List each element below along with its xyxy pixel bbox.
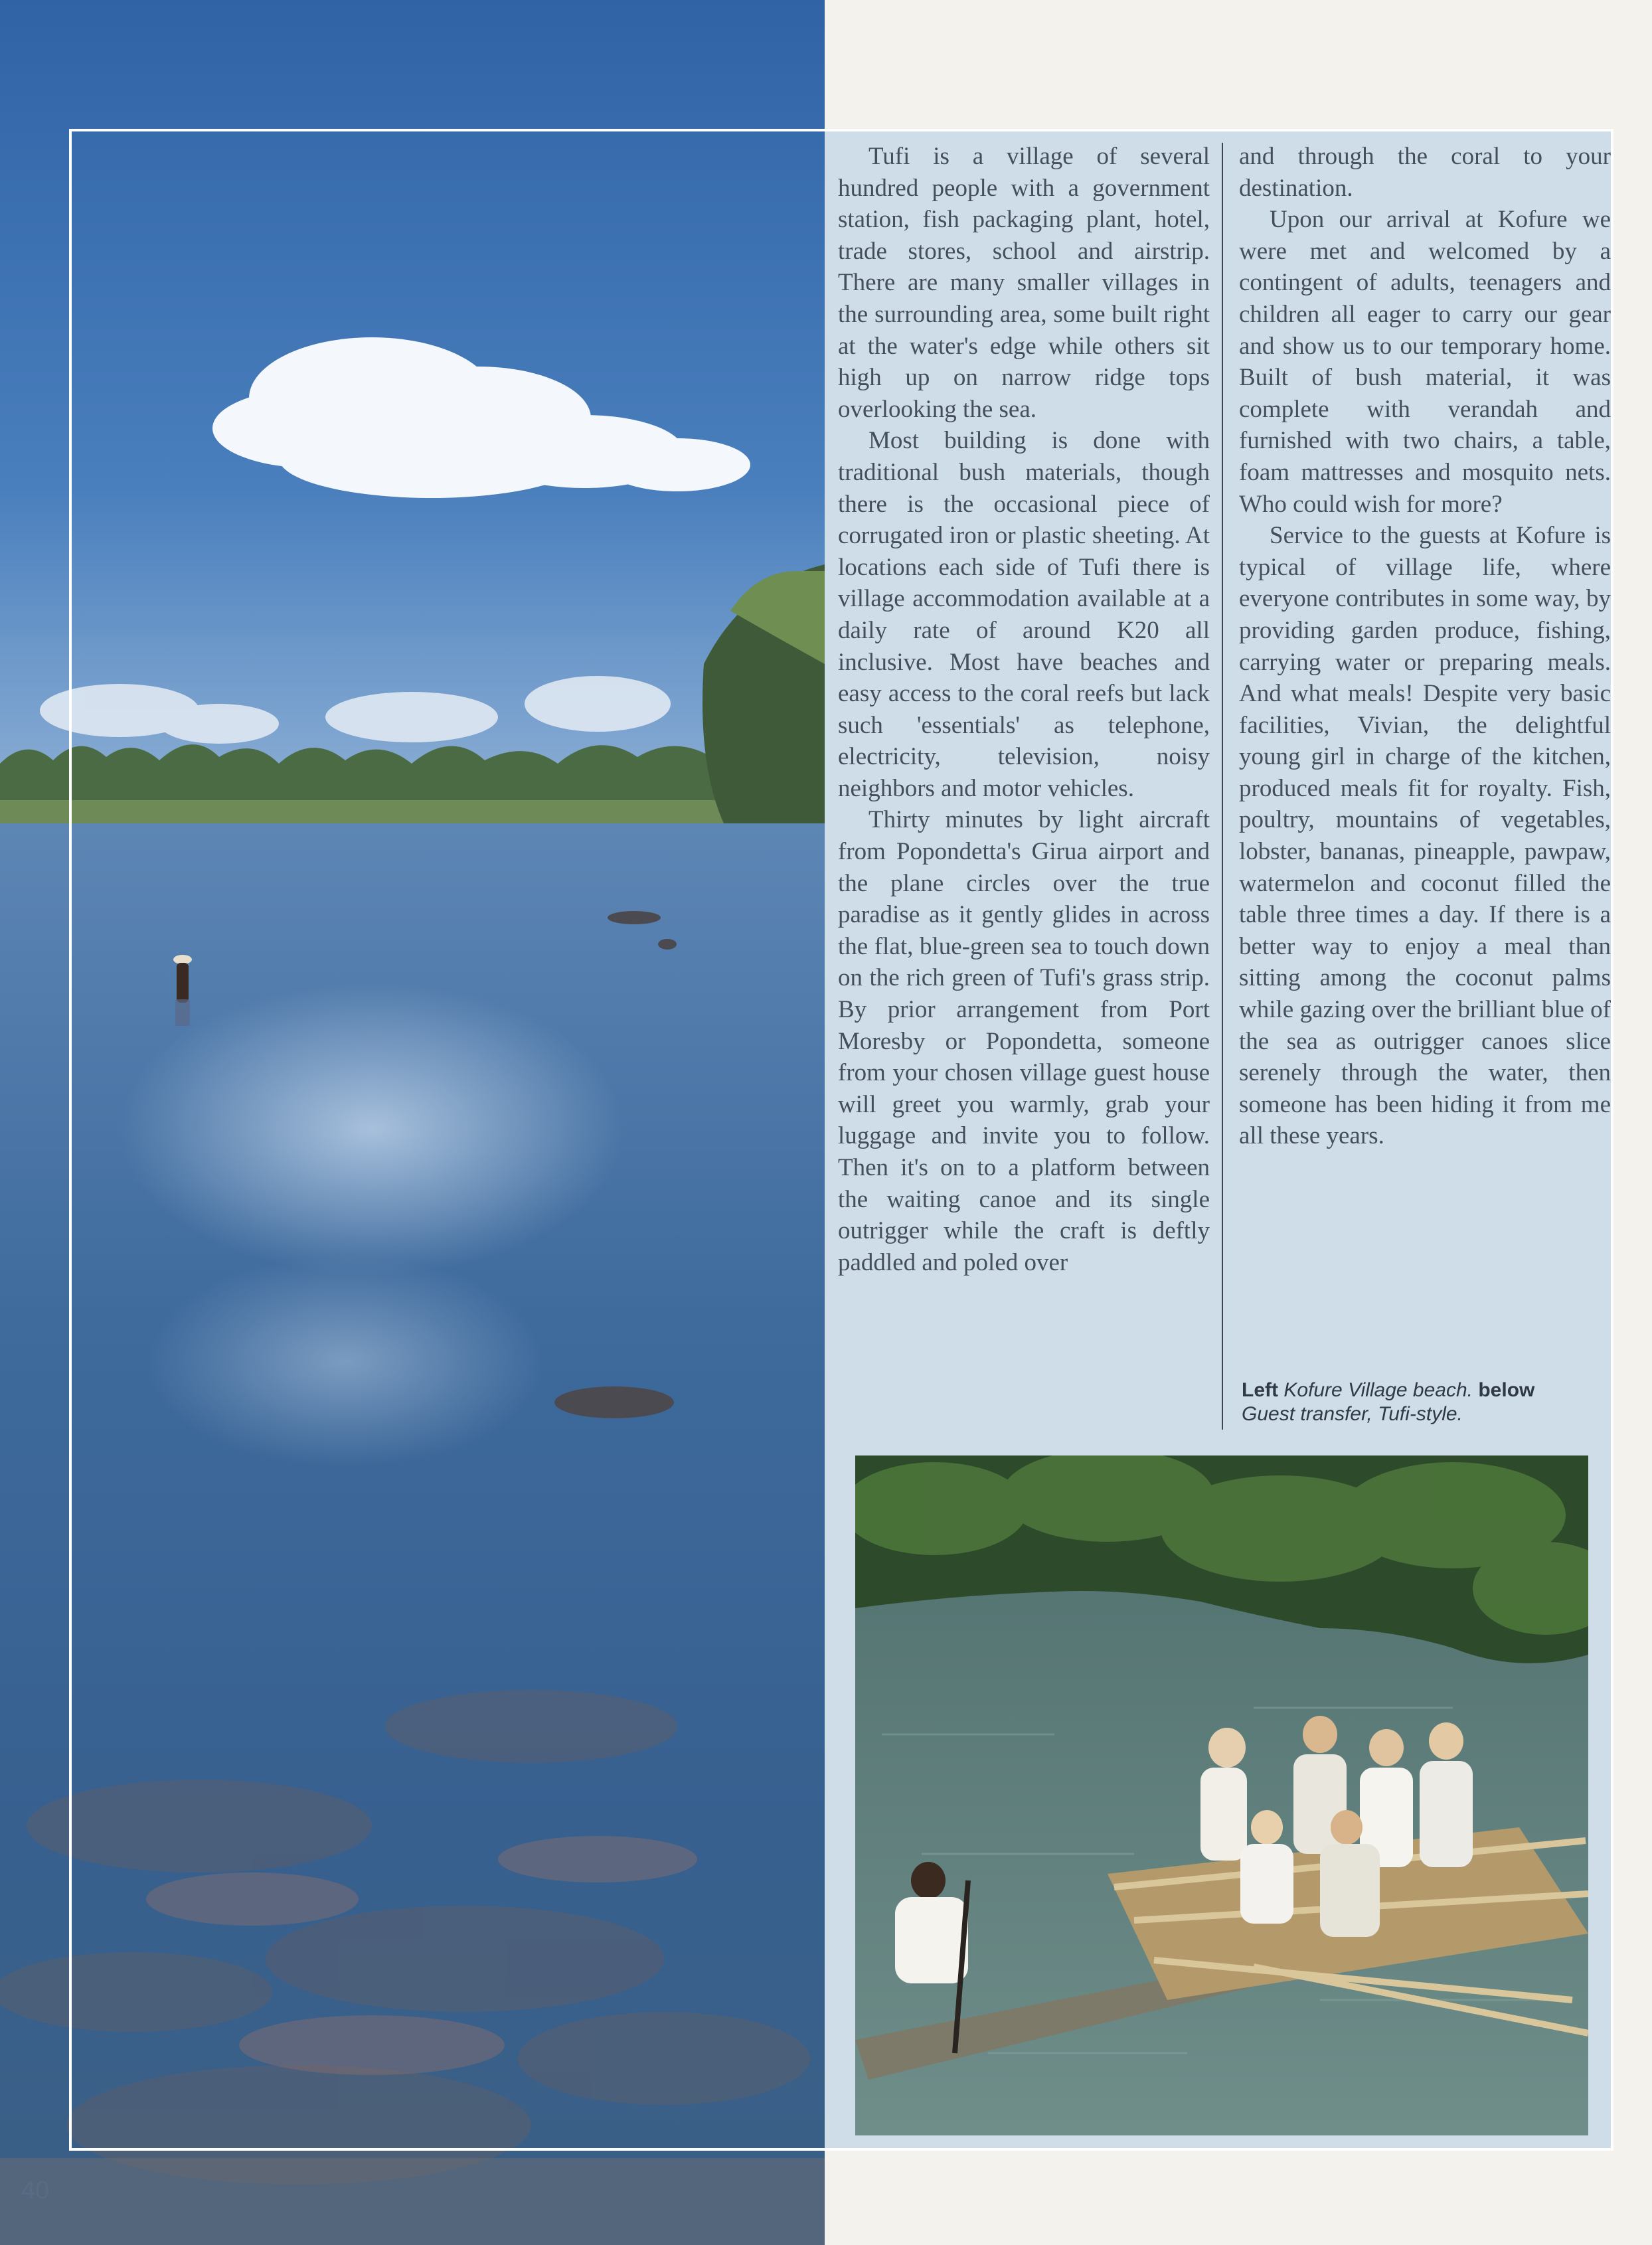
column-divider — [1222, 143, 1223, 1430]
paragraph: Service to the guests at Kofure is typical of village life, where everyone contributes in some way, by providing garden produce, fishing, carrying water or preparing meals. And what meals! Despite very basic facilities, Vivian, the delightful young girl in charge of the kitchen, produced meals fit for royalty. Fish, poultry, mountains of vegetables, lobster, bananas, pineapple, pawpaw, watermelon and coconut filled the table three times a day. If there is a better way to enjoy a meal than sitting among the coconut palms while gazing over the brilliant blue of the sea as outrigger canoes slice serenely through the water, then someone has been hiding it from me all these years. — [1239, 522, 1611, 1150]
paragraph: Most building is done with traditional bush materials, though there is the occasional piece of corrugated iron or plastic sheeting. At locations each side of Tufi there is village accommodation available at a daily rate of around K20 all inclusive. Most have beaches and easy access to the coral reefs but lack such 'essentials' as telephone, electricity, television, noisy neighbors and motor vehicles. — [838, 427, 1210, 802]
paragraph: Upon our arrival at Kofure we were met and welcomed by a contingent of adults, teenagers and children all eager to carry our gear and show us to our temporary home. Built of bush material, it was complete with verandah and furnished with two chairs, a table, foam mattresses and mosquito nets. Who could wish for more? — [1239, 206, 1611, 518]
article-column-1 — [838, 141, 1210, 1278]
guest-transfer-photo — [855, 1455, 1588, 2135]
paragraph: Tufi is a village of several hundred people with a government station, fish packaging plant, hotel, trade stores, school and airstrip. There are many smaller villages in the surrounding area, some built right at the water's edge while others sit high up on narrow ridge tops overlooking the sea. — [838, 143, 1210, 423]
caption-left-text: Kofure Village beach. — [1283, 1379, 1473, 1401]
caption-below-text: Guest transfer, Tufi-style. — [1242, 1403, 1463, 1425]
paragraph: and through the coral to your destination. — [1239, 143, 1611, 202]
caption-left-label: Left — [1242, 1379, 1278, 1401]
caption-below-label: below — [1478, 1379, 1535, 1401]
article-column-2 — [1239, 141, 1611, 1152]
paragraph: Thirty minutes by light aircraft from Popondetta's Girua airport and the plane circles over the true paradise as it gently glides in across the flat, blue-green sea to touch down on the rich green of Tufi's grass strip. By prior arrangement from Port Moresby or Popondetta, someone from your chosen village guest house will greet you warmly, grab your luggage and invite you to follow. Then it's on to a platform between the waiting canoe and its single outrigger while the craft is deftly paddled and poled over — [838, 806, 1210, 1276]
page-number: 40 — [21, 2177, 50, 2204]
photo-caption — [1242, 1378, 1600, 1426]
kofure-beach-photo — [0, 0, 825, 2245]
